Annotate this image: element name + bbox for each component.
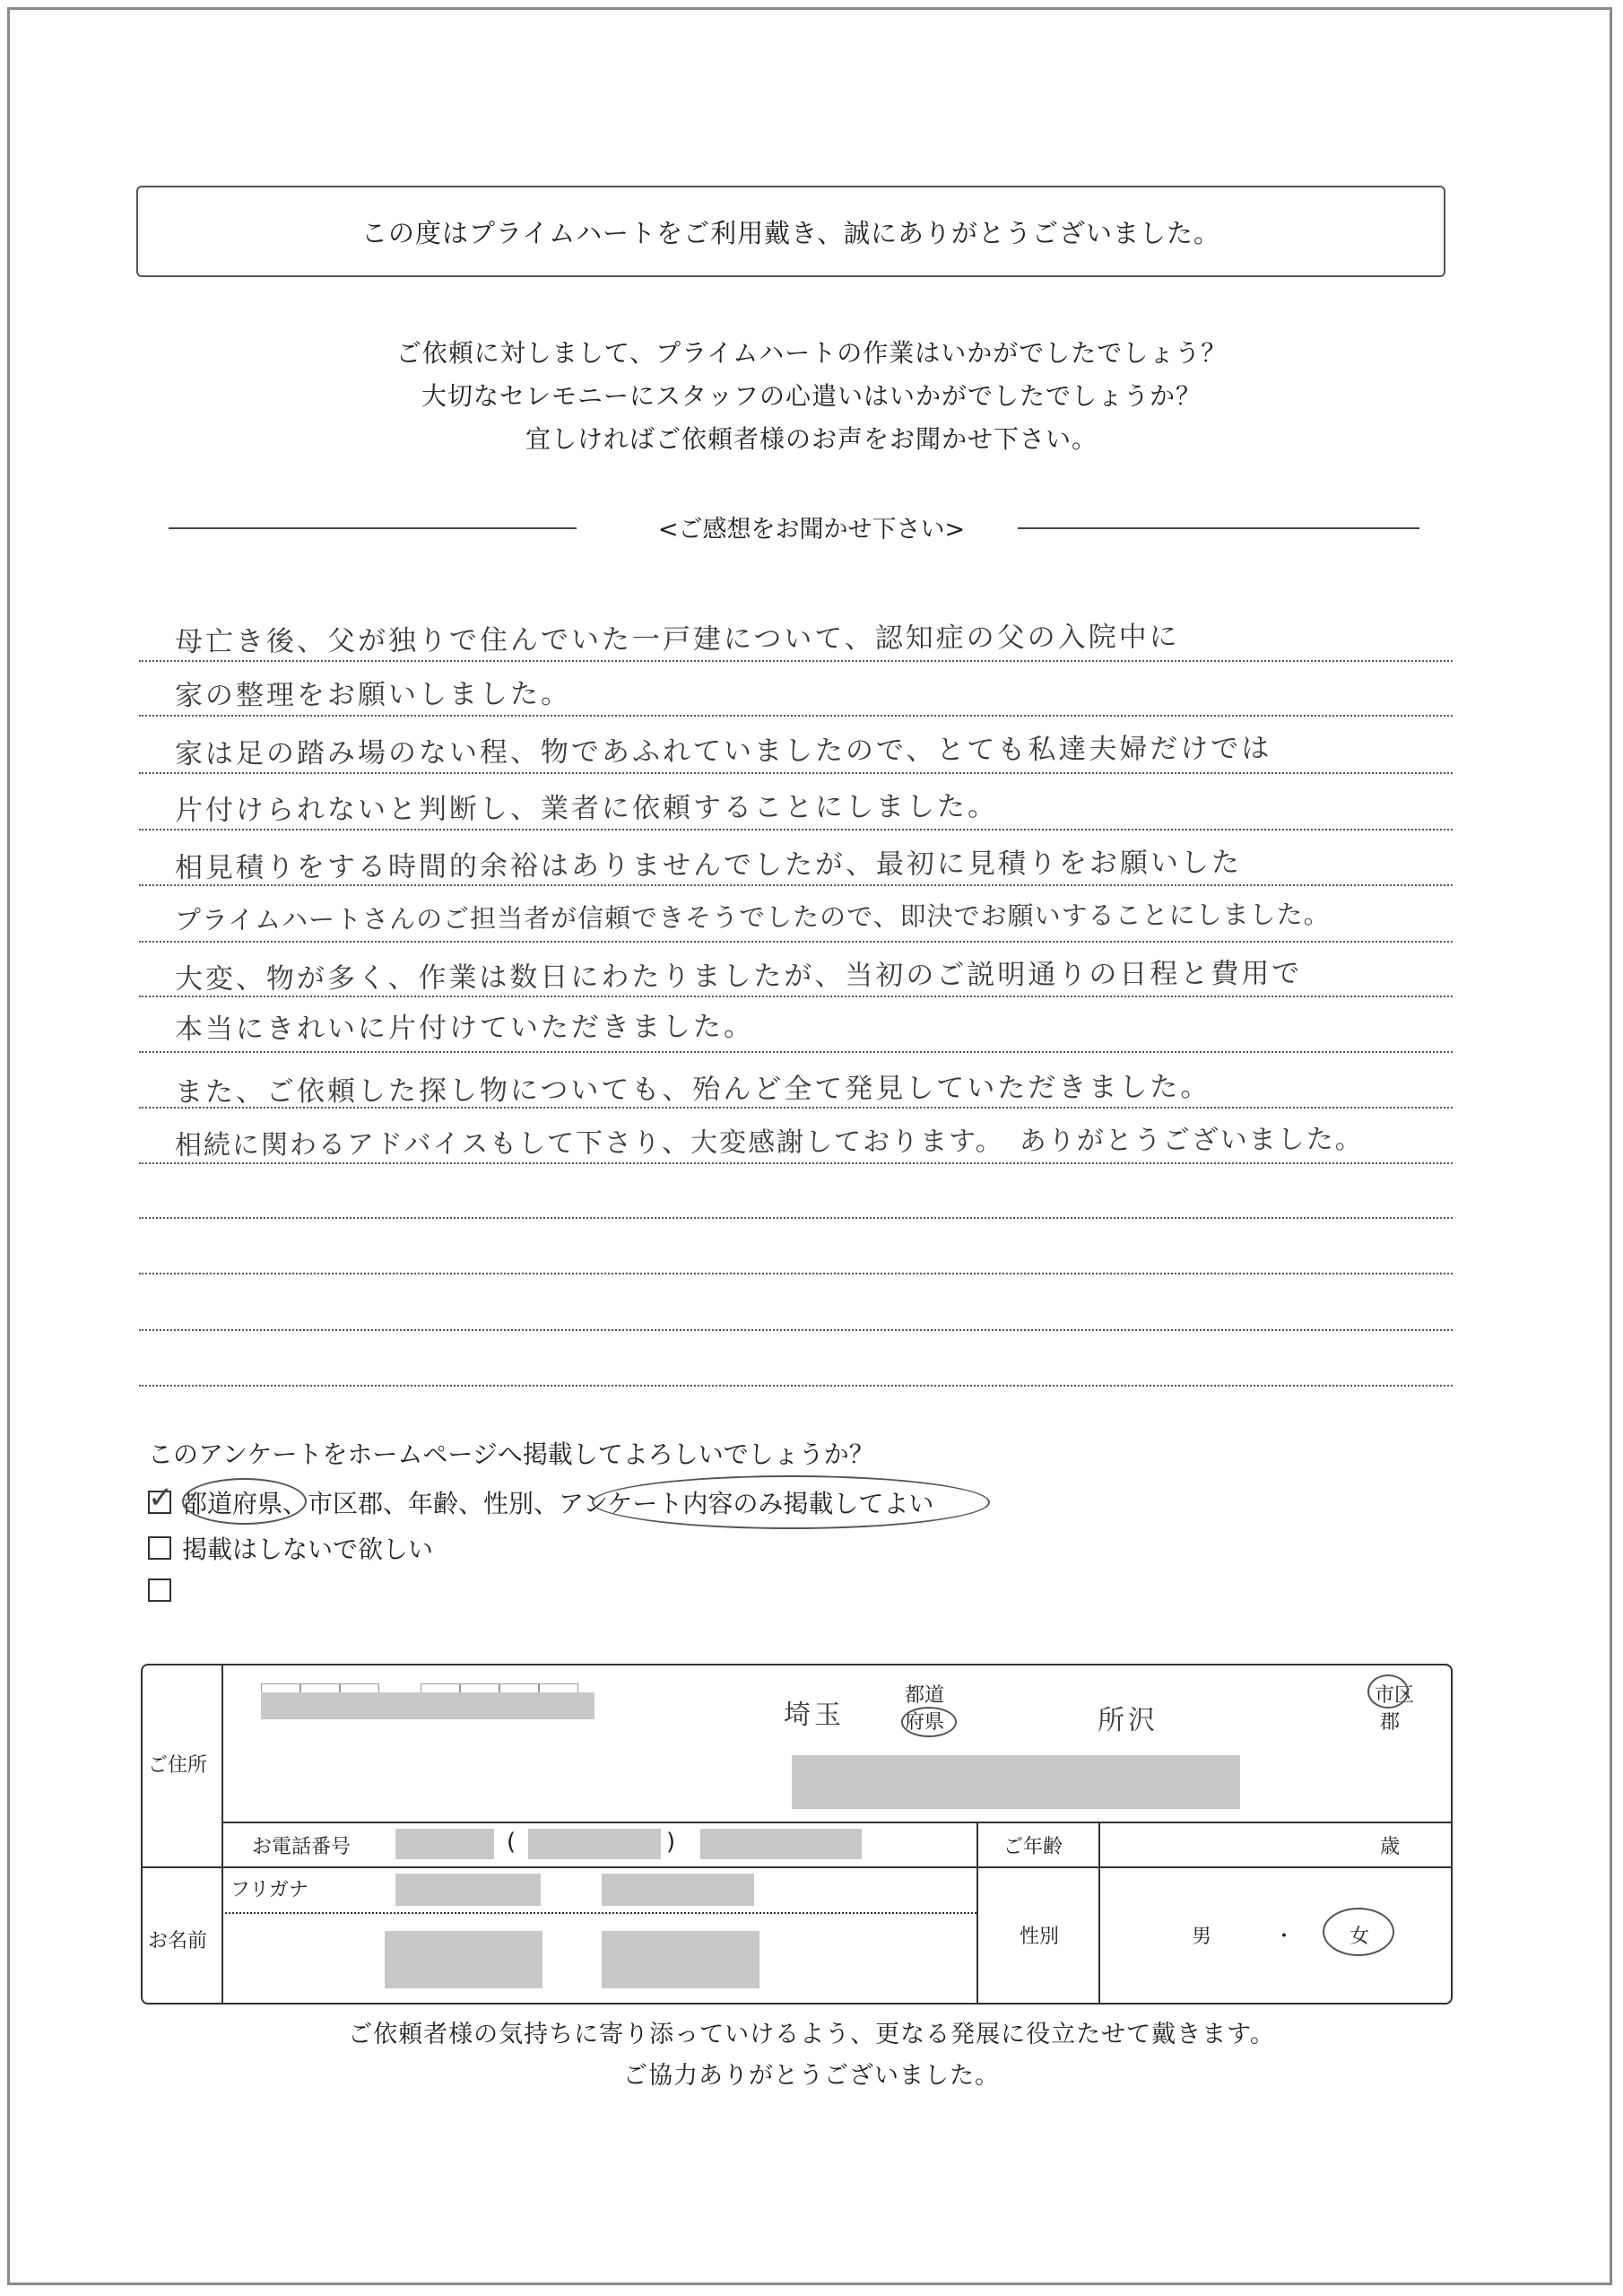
address-redaction [792, 1755, 1240, 1809]
ruled-line [139, 1107, 1453, 1109]
phone-last-redaction [700, 1829, 862, 1859]
ruled-line [139, 1217, 1453, 1219]
address-label: ご住所 [148, 1754, 208, 1777]
furigana-label: フリガナ [230, 1879, 308, 1901]
gender-female: 女 [1350, 1926, 1370, 1948]
option-blank[interactable] [148, 1578, 182, 1602]
furigana-given-redaction [602, 1874, 754, 1906]
comment-line-8: 本当にきれいに片付けていただきました。 [174, 1010, 755, 1046]
footer-line-2: ご協力ありがとうございました。 [623, 2062, 1000, 2090]
comment-line-2: 家の整理をお願いしました。 [174, 677, 572, 712]
option-label-middle: 、市区郡、年齢、性別、 [282, 1489, 560, 1518]
comment-line-3: 家は足の踏み場のない程、物であふれていましたので、とても私達夫婦だけでは [174, 732, 1272, 770]
intro-line-1: ご依頼に対しまして、プライムハートの作業はいかがでしたでしょう？ [395, 338, 1228, 368]
option-label-prefecture: 都道府県 [182, 1489, 283, 1518]
phone-middle-redaction [528, 1829, 661, 1859]
ruled-line [139, 884, 1453, 886]
prefecture-suffix-line2: 府県 [905, 1711, 945, 1734]
phone-label: お電話番号 [252, 1836, 352, 1858]
header-box [136, 186, 1445, 277]
ruled-line [139, 1329, 1453, 1331]
postal-code-redaction [261, 1692, 595, 1719]
footer-line-1: ご依頼者様の気持ちに寄り添っていけるよう、更なる発展に役立たせて戴きます。 [348, 2021, 1275, 2048]
city-suffix-line2: 郡 [1380, 1711, 1401, 1734]
table-divider [143, 1866, 1453, 1868]
ruled-line [139, 1385, 1453, 1387]
comment-line-5: 相見積りをする時間的余裕はありませんでしたが、最初に見積りをお願いした [174, 846, 1243, 884]
comment-line-4: 片付けられないと判断し、業者に依頼することにしました。 [174, 790, 999, 827]
comment-line-7: 大変、物が多く、作業は数日にわたりましたが、当初のご説明通りの日程と費用で [174, 957, 1303, 996]
city-suffix-line1: 市区 [1375, 1684, 1415, 1707]
ruled-line [139, 660, 1453, 662]
ruled-line [139, 772, 1453, 774]
comment-line-6: プライムハートさんのご担当者が信頼できそうでしたので、即決でお願いすることにしました。 [174, 899, 1331, 935]
intro-line-3: 宜しければご依頼者様のお声をお聞かせ下さい。 [525, 424, 1098, 454]
ruled-line [139, 1273, 1453, 1274]
check-mark-icon: ✓ [148, 1480, 174, 1516]
prefecture-suffix-line1: 都道 [905, 1684, 945, 1707]
comment-line-9: また、ご依頼した探し物についても、殆んど全て発見していただきました。 [174, 1070, 1211, 1109]
table-divider [221, 1822, 1453, 1823]
table-divider [976, 1822, 978, 2003]
gender-separator: ・ [1274, 1926, 1295, 1948]
surname-redaction [385, 1931, 542, 1988]
gender-male: 男 [1192, 1926, 1212, 1948]
gender-label: 性別 [1020, 1926, 1060, 1948]
option-do-not-publish-label: 掲載はしないで欲しい [182, 1535, 434, 1564]
ruled-line [139, 996, 1453, 997]
age-unit: 歳 [1380, 1836, 1401, 1858]
ruled-line [139, 715, 1453, 717]
header-title: この度はプライムハートをご利用戴き、誠にありがとうございました。 [361, 217, 1220, 248]
option-publish-limited[interactable] [148, 1480, 934, 1520]
permission-question: このアンケートをホームページへ掲載してよろしいでしょうか？ [148, 1439, 874, 1469]
furigana-surname-redaction [395, 1874, 541, 1906]
option-publish-limited-label [182, 1484, 933, 1520]
intro-line-2: 大切なセレモニーにスタッフの心遣いはいかがでしたでしょうか？ [421, 381, 1202, 411]
checkbox-do-not-publish[interactable] [148, 1536, 171, 1560]
ruled-line [139, 829, 1453, 831]
comment-line-1: 母亡き後、父が独りで住んでいた一戸建について、認知症の父の入院中に [174, 621, 1180, 658]
comment-line-10: 相続に関わるアドバイスもして下さり、大変感謝しております。 ありがとうございました。 [174, 1124, 1364, 1161]
option-do-not-publish[interactable] [148, 1530, 433, 1566]
ruled-line [139, 1162, 1453, 1164]
phone-area-redaction [395, 1829, 494, 1859]
section-heading: <ご感想をお聞かせ下さい> [657, 516, 966, 544]
ruled-line [139, 1051, 1453, 1053]
checkbox-blank[interactable] [148, 1578, 171, 1602]
contact-info-table [141, 1664, 1453, 2005]
ruled-line [139, 941, 1453, 943]
city-value: 所沢 [1098, 1705, 1159, 1736]
prefecture-value: 埼玉 [784, 1700, 845, 1731]
given-name-redaction [602, 1931, 759, 1988]
name-label: お名前 [148, 1930, 208, 1952]
section-rule-left [169, 527, 577, 529]
phone-open-paren: ( [507, 1829, 516, 1856]
section-rule-right [1018, 527, 1419, 529]
option-label-survey-only: アンケート内容のみ掲載してよい [559, 1489, 934, 1518]
phone-close-paren: ) [666, 1829, 676, 1856]
age-label: ご年齢 [1003, 1836, 1063, 1858]
checkbox-publish-limited[interactable] [148, 1480, 174, 1516]
table-divider-dotted [221, 1912, 976, 1914]
table-divider [221, 1665, 223, 2003]
table-divider [1098, 1822, 1100, 2003]
